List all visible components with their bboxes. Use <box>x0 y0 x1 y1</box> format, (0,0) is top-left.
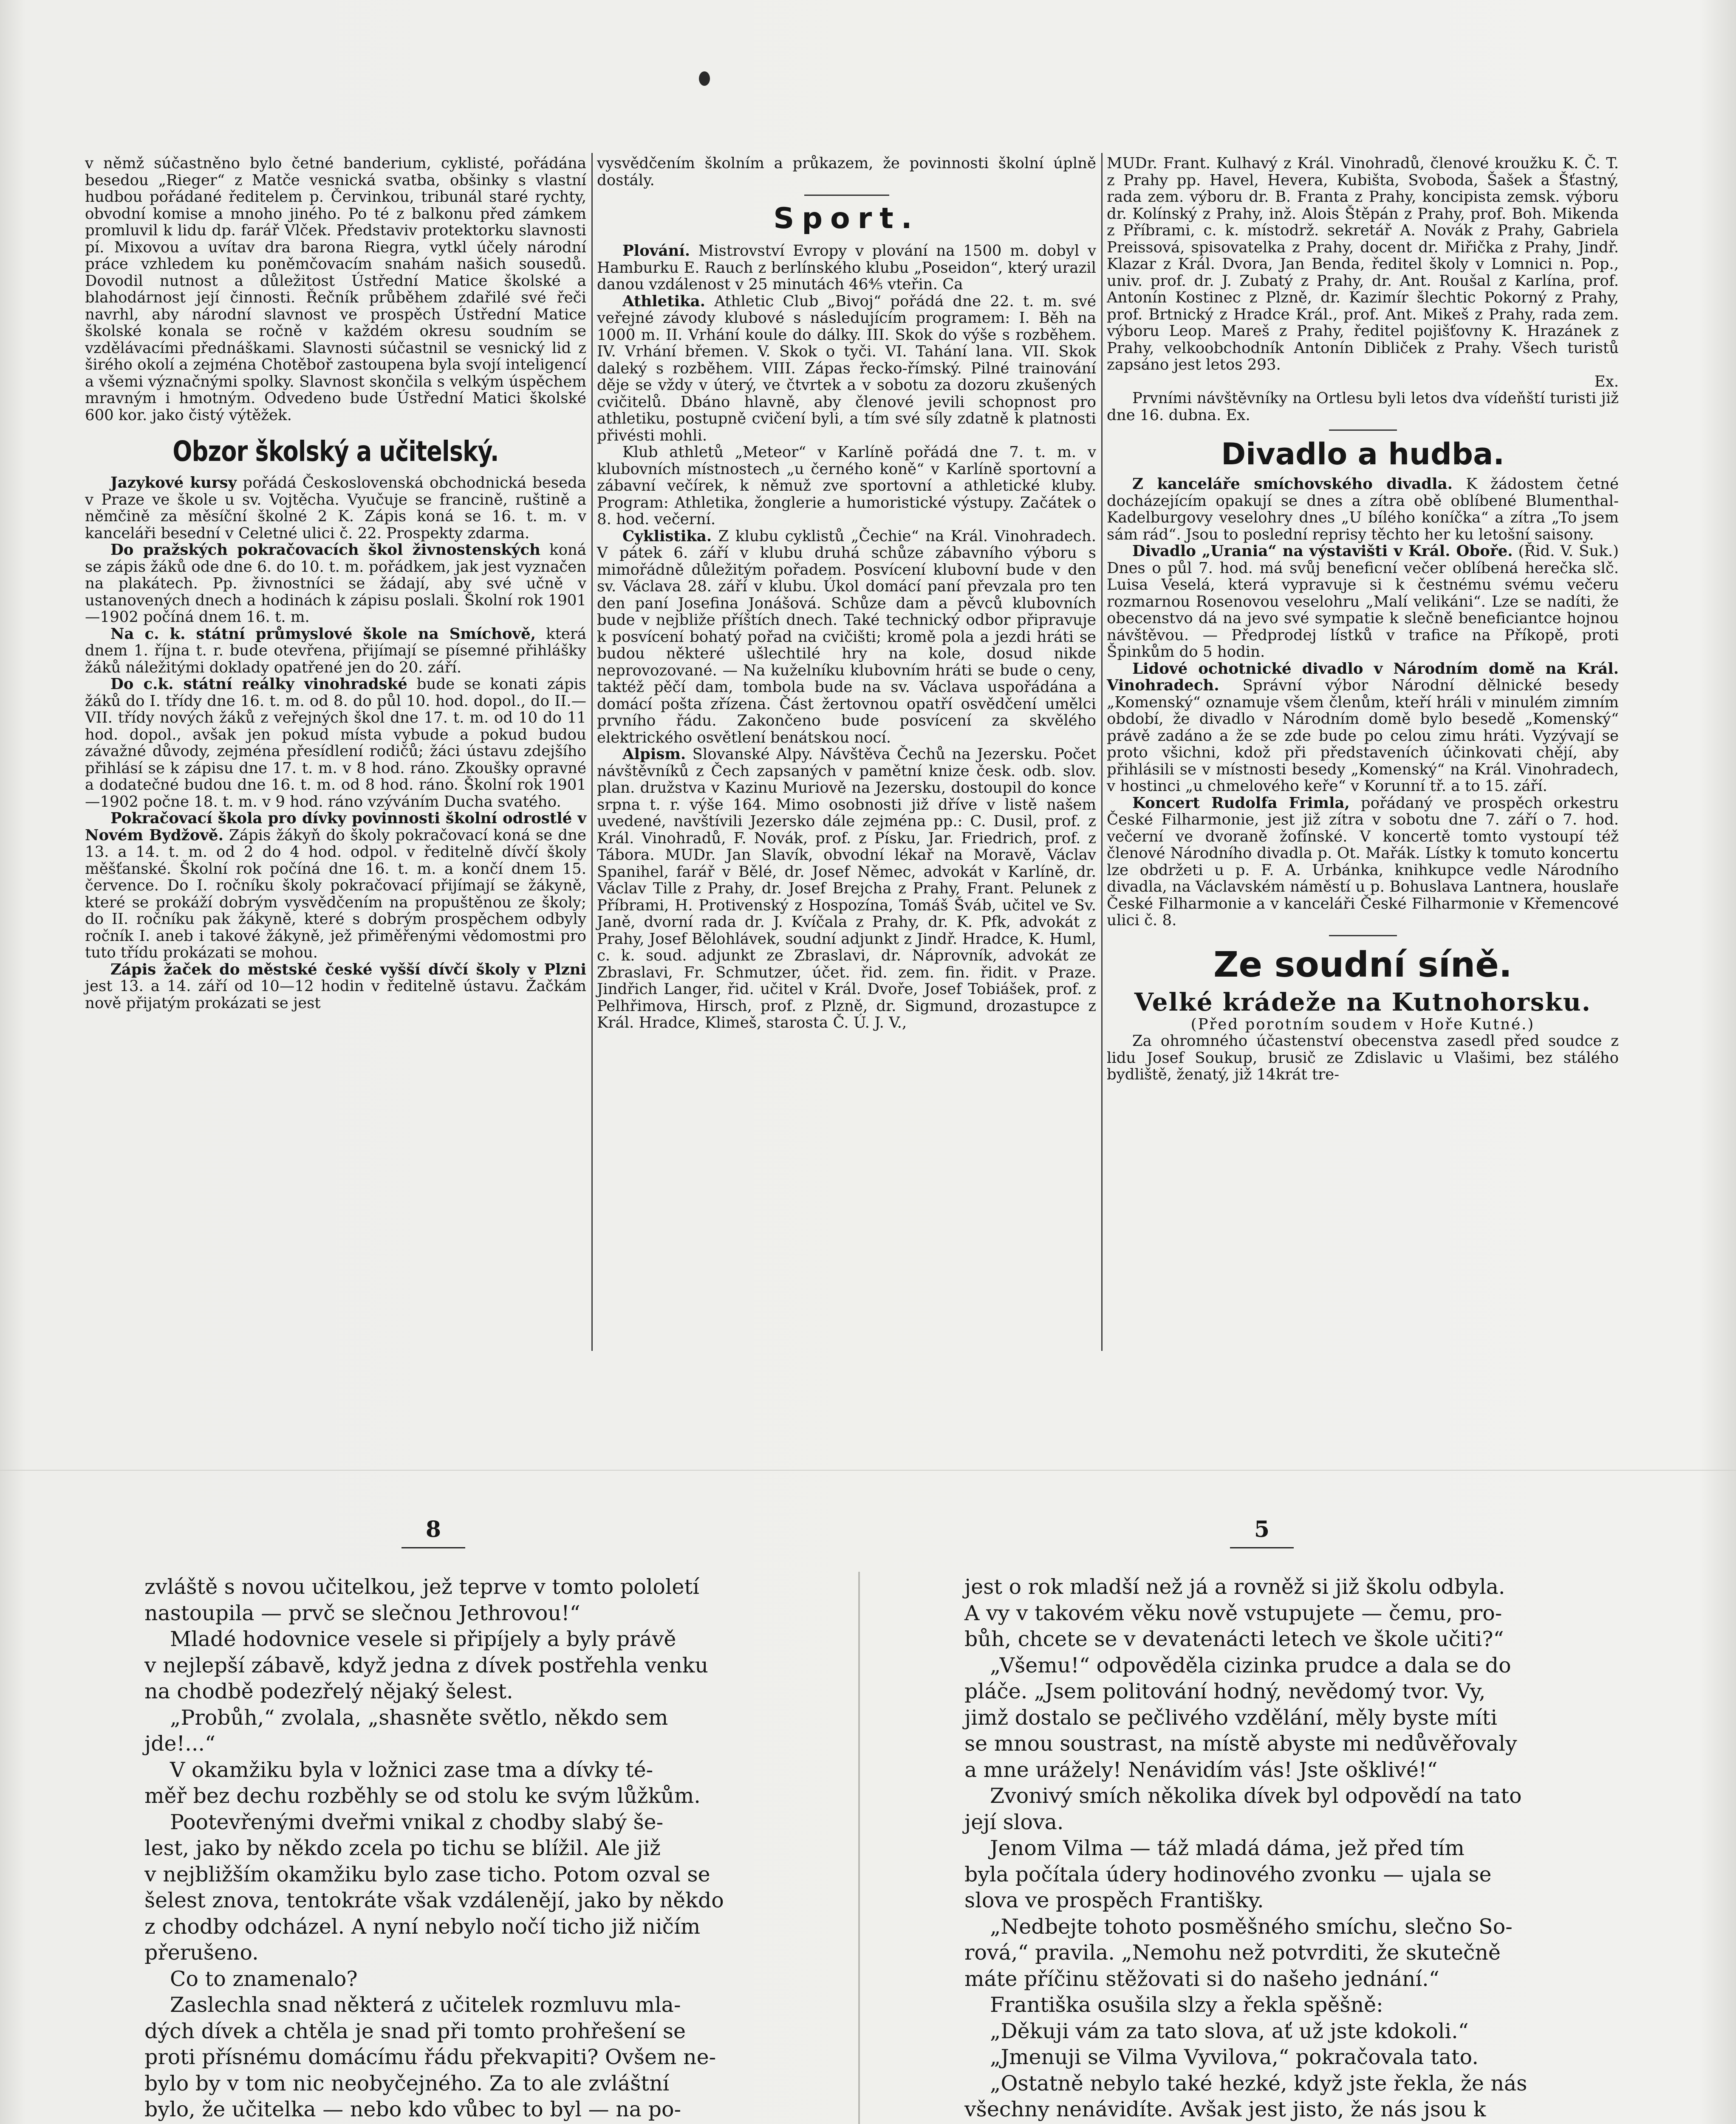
article-text: v němž súčastněno bylo četné banderium, cyklisté, pořádána besedou „Rieger“ z Matče vesnická svatba, obšinky s vlastní hudbou pořádané ředitelem p. Červinkou, tribunál staré rychty, obvodní komise a mnoho jiného. Po té z balkonu před zámkem promluvil k lidu dp. farář Vlček. Představiv protektorku slavnosti pí. Mixovou a uvítav dra barona Riegra, vytkl účely národní práce vzhledem ku poněmčovacím snahám našich sousedů. Dovodil nutnost a důležitost Ústřední Matice školské a blahodárnost její činnosti. Řečník průběhem zdařilé své řeči navrhl, aby národní slavnost ve prospěch Ústřední Matice školské konala se ročně v každém okresu soudním se vzdělávacími přednáškami. Slavnosti súčastnil se vesnický lid z širého okolí a zejména Chotěboř zastoupena byla svojí inteligencí a všemi význačnými spolky. Slavnost skončila s velkým úspěchem mravným i hmotným. Odvedeno bude Ústřední Matici školské 600 kor. jako čistý výtěžek. <box>85 155 586 424</box>
book-line: lest, jako by někdo zcela po tichu se blížil. Ale již <box>144 1836 661 1860</box>
article-subheadline: (Před porotním soudem v Hoře Kutné.) <box>1190 1015 1535 1033</box>
news-item: Prvními návštěvníky na Ortlesu byli letos dva vídeňští turisti již dne 16. dubna. Ex. <box>1107 390 1619 424</box>
book-line: máte příčinu stěžovati si do našeho jednání.“ <box>964 1966 1439 1991</box>
article-text: MUDr. Frant. Kulhavý z Král. Vinohradů, členové kroužku K. Č. T. z Prahy pp. Havel, Hevera, Kubišta, Svoboda, Šašek a Šťastný, rada zem. výboru dr. B. Franta z Prahy, koncipista zemsk. výboru dr. Kolínský z Prahy, inž. Alois Štěpán z Prahy, prof. Boh. Mikenda z Příbrami, c. k. místodrž. sekretář A. Novák z Prahy, Gabriela Preissová, spisovatelka z Prahy, docent dr. Miřička z Prahy, Jindř. Klazar z Král. Dvora, Jan Benda, ředitel školy v Lomnici n. Pop., univ. prof. dr. J. Zubatý z Prahy, dr. Ant. Roušal z Karlína, prof. Antonín Kostinec z Plzně, dr. Kazimír šlechtic Pokorný z Prahy, prof. Brtnický z Hradce Král., prof. Ant. Mikeš z Prahy, rada zem. výboru Leop. Mareš z Prahy, ředitel pojišťovny K. Hrazánek z Prahy, velkoobchodník Antonín Dibliček z Prahy. Všech turistů zapsáno jest letos 293. <box>1107 155 1619 373</box>
page-number-right: 5 <box>1254 1517 1270 1542</box>
book-line: a mne urážely! Nenávidím vás! Jste ošklivé!“ <box>964 1757 1438 1782</box>
book-line: „Jmenuji se Vilma Vyvilova,“ pokračovala tato. <box>990 2045 1479 2069</box>
column-rule <box>591 153 593 1351</box>
news-item: Jazykové kursy pořádá Československá obchodnická beseda v Praze ve škole u sv. Vojtěcha. Vyučuje se francině, ruštině a němčině za měsíční školné 2 K. Zápis koná se 16. t. m. v kanceláři besední v Celetné ulici č. 22. Prospekty zdarma. <box>85 474 586 542</box>
book-line: všechny nenávidíte. Avšak jest jisto, že nás jsou k <box>964 2097 1486 2121</box>
book-line: bylo by v tom nic neobyčejného. Za to ale zvláštní <box>144 2071 670 2096</box>
book-line: její slova. <box>964 1810 1064 1834</box>
book-line: „Nedbejte tohoto posměšného smíchu, slečno So- <box>990 1914 1513 1939</box>
book-line: bůh, chcete se v devatenácti letech ve škole učiti?“ <box>964 1627 1504 1651</box>
book-line: Mladé hodovnice vesele si připíjely a byly právě <box>170 1627 676 1651</box>
news-item: Divadlo „Urania“ na výstavišti v Král. Oboře. (Řid. V. Suk.) Dnes o půl 7. hod. má svůj beneficní večer oblíbená herečka slč. Luisa Veselá, která vypravuje si k čestnému svému večeru rozmarnou Rosenovou veselohru „Malí velikáni“. Lze se nadíti, že obecenstvo dá na jevo své sympatie k slečně beneficiantce hojnou návštěvou. — Předprodej lístků v trafice na Příkopě, proti Špinkům do 5 hodin. <box>1107 542 1619 661</box>
article-headline: Velké krádeže na Kutnohorsku. <box>1134 987 1592 1017</box>
news-item: Do c.k. státní reálky vinohradské bude se konati zápis žáků do I. třídy dne 16. t. m. od 8. do půl 10. hod. dopol., do II.—VII. třídy nových žáků z veřejných škol dne 17. t. m. od 10 do 11 hod. dopol., avšak jen pokud místa vybude a pokud budou závažné důvody, zejména přesídlení rodičů; žáci ústavu zdejšího přihlásí se k zápisu dne 17. t. m. v 8 hod. ráno. Zkoušky opravné a dodatečné budou dne 16. t. m. od 8 hod. ráno. Školní rok 1901—1902 počne 18. t. m. v 9 hod. ráno vzýváním Ducha svatého. <box>85 675 586 811</box>
page-number-underline <box>401 1547 465 1548</box>
book-line: Jenom Vilma — táž mladá dáma, jež před tím <box>990 1836 1465 1860</box>
news-item: Plování. Mistrovství Evropy v plování na 1500 m. dobyl v Hamburku E. Rauch z berlínského klubu „Poseidon“, který urazil danou vzdálenost v 25 minutách 46⅘ vteřin. Ca <box>597 242 1096 293</box>
book-line: A vy v takovém věku nově vstupujete — čemu, pro- <box>964 1601 1502 1625</box>
divider <box>1329 429 1397 431</box>
book-line <box>144 2123 833 2124</box>
book-line: dých dívek a chtěla je snad při tomto prohřešení se <box>144 2019 686 2043</box>
book-line: byla počítala údery hodinového zvonku — ujala se <box>964 1862 1492 1887</box>
news-item: Klub athletů „Meteor“ v Karlíně pořádá dne 7. t. m. v klubovních místnostech „u černého koně“ v Karlíně sportovní a zábavní večírek, k němuž zve sportovní a athletické kluby. Program: Athletika, žonglerie a humoristické výstupy. Začátek o 8. hod. večerní. <box>597 443 1096 528</box>
book-line: „Probůh,“ zvolala, „shasněte světlo, někdo sem <box>170 1705 668 1730</box>
section-heading-court: Ze soudní síně. <box>1213 944 1512 985</box>
column-rule <box>1101 153 1103 1351</box>
book-line: jimž dostalo se pečlivého vzdělání, měly byste míti <box>964 1705 1498 1730</box>
news-item: Koncert Rudolfa Frimla, pořádaný ve prospěch orkestru České Filharmonie, jest již zítra v sobotu dne 7. září o 7. hod. večerní ve dvoraně žofínské. V koncertě tomto vystoupí též členové Národního divadla p. Ot. Mařák. Lístky k tomuto koncertu lze obdržeti u p. F. A. Urbánka, knihkupce vedle Národního divadla, na Václavském náměstí u p. Bohuslava Lantnera, houslaře České Filharmonie a v kanceláři České Filharmonie v Křemencové ulici č. 8. <box>1107 794 1619 929</box>
news-item: Zápis žaček do městské české vyšší dívčí školy v Plzni jest 13. a 14. září od 10—12 hodin v ředitelně ústavu. Žačkám nově přijatým prokázati se jest <box>85 960 586 1012</box>
book-line: na chodbě podezřelý nějaký šelest. <box>144 1679 513 1703</box>
book-line: zvláště s novou učitelkou, jež teprve v tomto pololetí <box>144 1575 699 1599</box>
book-line: slova ve prospěch Františky. <box>964 1888 1264 1912</box>
section-heading-school: Obzor školský a učitelský. <box>172 435 499 468</box>
book-line: Pootevřenými dveřmi vnikal z chodby slabý še- <box>170 1810 664 1834</box>
book-line: přerušeno. <box>144 1940 259 1965</box>
book-page-left <box>144 1574 833 2124</box>
section-heading-theatre: Divadlo a hudba. <box>1221 437 1504 472</box>
book-line: jde!...“ <box>144 1731 216 1756</box>
book-line: Co to znamenalo? <box>170 1966 358 1991</box>
news-item: Lidové ochotnické divadlo v Národním domě na Král. Vinohradech. Správní výbor Národní dělnické besedy „Komenský“ oznamuje všem členům, kteří hráli v minulém zimním období, že divadlo v Národním domě bylo besedě „Komenský“ právě zadáno a že se zde bude po celou zimu hráti. Vyzývají se proto všichni, kdož při představeních účinkovati chějí, aby přihlásili se v místnosti besedy „Komenský“ na Král. Vinohradech, v hostinci „u chmelového keře“ v Korunní tř. a to 15. září. <box>1107 660 1619 795</box>
book-line: v nejbližším okamžiku bylo zase ticho. Potom ozval se <box>144 1862 710 1887</box>
news-item: Alpism. Slovanské Alpy. Návštěva Čechů na Jezersku. Počet návštěvníků z Čech zapsaných v pamětní knize česk. odb. slov. plan. družstva v Kazinu Muriově na Jezersku, dostoupil do konce srpna t. r. výše 164. Mimo osobnosti již dříve v listě našem uvedené, navštívili Jezersko dále zejména pp.: C. Dusil, prof. z Král. Vinohradů, F. Novák, prof. z Písku, Jar. Friedrich, prof. z Tábora. MUDr. Jan Slavík, obvodní lékař na Moravě, Václav Spanihel, farář v Bělé, dr. Josef Němec, advokát v Karlíně, dr. Václav Tille z Prahy, dr. Josef Brejcha z Prahy, Frant. Pelunek z Příbrami, H. Protivenský z Hospozína, Tomáš Šváb, učitel ve Sv. Janě, dvorní rada dr. J. Kvíčala z Prahy, dr. K. Pfk, advokát z Prahy, Josef Bělohlávek, soudní adjunkt z Jindř. Hradce, K. Huml, c. k. soud. adjunkt ze Zbraslavi, dr. Náprovník, advokát ze Zbraslavi, Fr. Schmutzer, účet. řid. zem. fin. řidit. v Praze. Jindřich Langer, řid. učitel v Král. Dvoře, Josef Tobiášek, prof. z Pelhřimova, Hirsch, prof. z Plzně, dr. Sigmund, drozastupce z Král. Hradce, Klimeš, starosta Č. Ú. J. V., <box>597 746 1096 1031</box>
book-line <box>964 2123 1648 2124</box>
news-item: Z kanceláře smíchovského divadla. K žádostem četné docházejícím opakují se dnes a zítra obě oblíbené Blumenthal-Kadelburgovy veselohry dnes „U bílého koníčka“ a zítra „To jsem sám rád“. Jsou to poslední reprisy těchto her ku letošní saisony. <box>1107 475 1619 543</box>
book-line: v nejlepší zábavě, když jedna z dívek postřehla venku <box>144 1653 708 1678</box>
article-text: Za ohromného účastenství obecenstva zasedl před soudce z lidu Josef Soukup, brusič ze Zdislavic u Vlašimi, bez stálého bydliště, ženatý, již 14krát tre- <box>1107 1032 1619 1083</box>
news-item: Athletika. Athletic Club „Bivoj“ pořádá dne 22. t. m. své veřejné závody klubové s následujícím programem: I. Běh na 1000 m. II. Vrhání koule do dálky. III. Skok do výše s rozběhem. IV. Vrhání břemen. V. Skok o tyči. VI. Tahání lana. VII. Skok daleký s rozběhem. VIII. Zápas řecko-římský. Pilné trainování děje se vždy v úterý, ve čtvrtek a v sobotu za dozoru zkušených cvičitelů. Dbáno hlavně, aby členové jevili schopnost pro athletiku, postupně cvičení byli, a tím své síly zdatně k platnosti přivésti mohli. <box>597 292 1096 444</box>
book-line: Zaslechla snad některá z učitelek rozmluvu mla- <box>170 1993 681 2017</box>
fold-line <box>0 1470 1736 1471</box>
news-item: Pokračovací škola pro dívky povinnosti školní odrostlé v Novém Bydžově. Zápis žákyň do školy pokračovací koná se dne 13. a 14. t. m. od 2 do 4 hod. odpol. v ředitelně dívčí školy měšťanské. Školní rok počíná dne 16. t. m. a končí dnem 15. července. Do I. ročníku školy pokračovací přijímají se žákyně, které se prokáží dobrým vysvědčením na propuštěnou ze školy; do II. ročníku pak žákyně, které s dobrým prospěchem odbyly ročník I. aneb i takové žákyně, jež přiměřenými vědomostmi pro tuto třídu prokázati se mohou. <box>85 810 586 961</box>
book-line: měř bez dechu rozběhly se od stolu ke svým lůžkům. <box>144 1784 701 1808</box>
news-item: Cyklistika. Z klubu cyklistů „Čechie“ na Král. Vinohradech. V pátek 6. září v klubu druhá schůze zábavního výboru s mimořádně důležitým pořadem. Posvícení klubovní bude v den sv. Václava 28. září v klubu. Úkol domácí paní převzala pro ten den paní Josefina Jonášová. Schůze dam a pěvců klubovních bude v nejbliže příštích dnech. Také technický odbor připravuje k posvícení bohatý pořad na cvičišti; kromě pola a jezdi hráti se budou některé ušlechtilé hry na kole, dosud nikde neprovozované. — Na kuželníku klubovním hráti se bude o ceny, taktéž pěčí dam, tombola bude na sv. Václava uspořádána a domácí pošta zřízena. Část žertovnou opatří osvědčení umělci prvního řádu. Zakončeno bude posvícení za skvělého elektrického osvětlení benátskou nocí. <box>597 527 1096 746</box>
book-line: z chodby odcházel. A nyní nebylo nočí ticho již ničím <box>144 1914 701 1939</box>
book-line: Zvonivý smích několika dívek byl odpovědí na tato <box>990 1784 1522 1808</box>
article-text: vysvědčením školním a průkazem, že povinnosti školní úplně dostály. <box>597 155 1096 189</box>
book-line: šelest znova, tentokráte však vzdálenějí, jako by někdo <box>144 1888 724 1912</box>
section-heading-sport: Sport. <box>773 202 920 235</box>
book-line: „Děkuji vám za tato slova, ať už jste kdokoli.“ <box>990 2019 1469 2043</box>
page-divider <box>858 1572 860 2124</box>
book-line: jest o rok mladší než já a rovněž si již školu odbyla. <box>964 1575 1505 1599</box>
book-line: pláče. „Jsem politování hodný, nevědomý tvor. Vy, <box>964 1679 1486 1703</box>
news-item: Do pražských pokračovacích škol živnostenských koná se zápis žáků ode dne 6. do 10. t. m. pořádkem, jak jest vyznačen na plakátech. Pp. živnostníci se žádají, aby své učně v ustanovených dnech a hodinách k zápisu poslali. Školní rok 1901—1902 počíná dnem 16. t. m. <box>85 541 586 626</box>
divider <box>804 195 889 196</box>
book-line: „Všemu!“ odpověděla cizinka prudce a dala se do <box>990 1653 1511 1678</box>
book-page-right <box>964 1574 1648 2124</box>
divider <box>1329 935 1397 936</box>
column-3 <box>1107 155 1619 1083</box>
book-line: rová,“ pravila. „Nemohu než potvrditi, že skutečně <box>964 1940 1501 1965</box>
book-line: Františka osušila slzy a řekla spěšně: <box>990 1993 1383 2017</box>
ink-dot <box>699 71 710 86</box>
book-line: proti přísnému domácímu řádu překvapiti? Ovšem ne- <box>144 2045 716 2069</box>
page-number-underline <box>1230 1547 1294 1548</box>
page-number-left: 8 <box>425 1517 441 1542</box>
signature: Ex. <box>1594 373 1619 390</box>
book-line: bylo, že učitelka — nebo kdo vůbec to byl — na po- <box>144 2097 681 2121</box>
news-item: Na c. k. státní průmyslové škole na Smíchově, která dnem 1. října t. r. bude otevřena, přijímají se písemné přihlášky žáků náležitými doklady opatřené jen do 20. září. <box>85 625 586 676</box>
book-line: nastoupila — prvč se slečnou Jethrovou!“ <box>144 1601 580 1625</box>
book-line: „Ostatně nebylo také hezké, když jste řekla, že nás <box>990 2071 1527 2096</box>
column-2 <box>597 155 1096 1031</box>
column-1 <box>85 155 586 1011</box>
book-line: se mnou soustrast, na místě abyste mi nedůvěřovaly <box>964 1731 1517 1756</box>
book-line: V okamžiku byla v ložnici zase tma a dívky té- <box>170 1757 653 1782</box>
